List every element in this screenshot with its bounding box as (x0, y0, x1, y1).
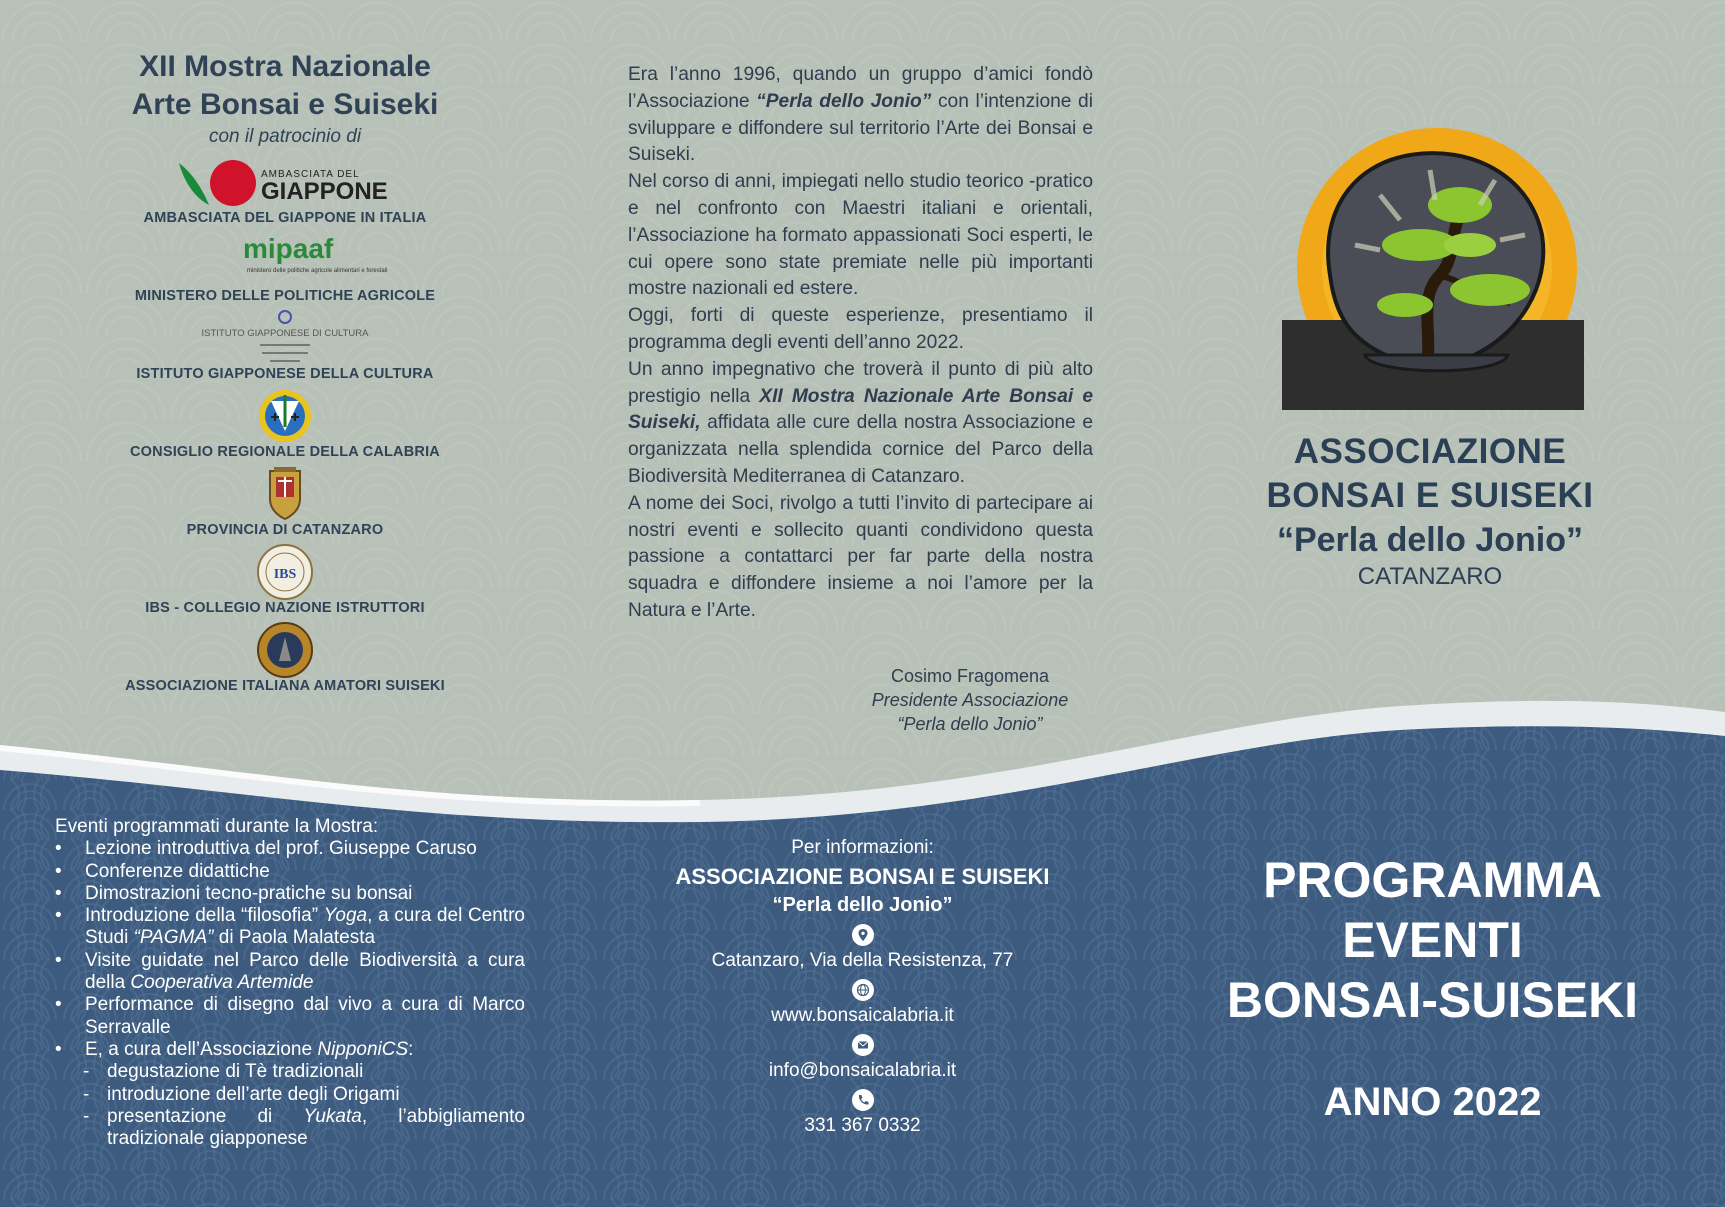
phone-number[interactable]: 331 367 0332 (804, 1115, 921, 1136)
contact-label: Per informazioni: (791, 837, 934, 858)
letter-paragraph: Un anno impegnativo che troverà il punto di più alto prestigio nella XII Mostra Nazionale Arte Bonsai e Suiseki, affidata alle cure della nostra Associazione e organizzata nella splendida cornice del Parco della Biodiversità Mediterranea di Catanzaro. (628, 358, 1093, 487)
ibs-seal-icon (60, 544, 510, 600)
email-link[interactable]: info@bonsaicalabria.it (768, 1060, 957, 1081)
list-item: • E, a cura dell’Associazione NipponiCS: (55, 1039, 525, 1061)
embassy-logo (60, 154, 510, 210)
president-letter (628, 62, 1093, 625)
sponsor-ministry (60, 232, 510, 304)
patronage-label: con il patrocinio di (208, 126, 362, 147)
email-icon (852, 1034, 874, 1056)
letter-paragraph: A nome dei Soci, rivolgo a tutti l’invito di partecipare ai nostri eventi e sollecito quanti condividono questa passione a contattarci per far parte della nostra squadra e diffondere insieme a noi l’amore per la Natura e l’Arte. (628, 492, 1093, 621)
program-title-block (1205, 850, 1660, 1125)
program-line1: PROGRAMMA (1263, 852, 1602, 908)
sponsor-name: PROVINCIA DI CATANZARO (186, 522, 384, 538)
contact-org-line1: ASSOCIAZIONE BONSAI E SUISEKI (675, 864, 1050, 889)
ibs-seal-text: IBS (273, 567, 297, 582)
sponsor-name: ISTITUTO GIAPPONESE DELLA CULTURA (136, 366, 434, 382)
website-link[interactable]: www.bonsaicalabria.it (771, 1005, 954, 1026)
location-pin-icon (852, 924, 874, 946)
mipaaf-logo (60, 232, 510, 288)
association-city: CATANZARO (1357, 563, 1503, 590)
sub-list-item: - introduzione dell’arte degli Origami (55, 1084, 525, 1106)
institute-logo (60, 310, 510, 366)
list-item: • Dimostrazioni tecno-pratiche su bonsai (55, 883, 525, 905)
contact-phone (620, 1089, 1105, 1138)
events-list-block (55, 816, 525, 1150)
bonsai-logo (1280, 125, 1585, 410)
list-item: • Lezione introduttiva del prof. Giuseppe Caruso (55, 838, 525, 860)
exhibit-title-line2: Arte Bonsai e Suiseki (131, 88, 439, 121)
association-line2: BONSAI E SUISEKI (1266, 476, 1594, 515)
association-line1: ASSOCIAZIONE (1293, 432, 1567, 471)
sub-list-item: - presentazione di Yukata, l’abbigliamento tradizionale giapponese (55, 1106, 525, 1151)
list-item: • Introduzione della “filosofia” Yoga, a cura del Centro Studi “PAGMA” di Paola Malatesta (55, 905, 525, 950)
list-item: • Performance di disegno dal vivo a cura di Marco Serravalle (55, 994, 525, 1039)
embassy-logo-small-text: AMBASCIATA DEL (261, 169, 360, 180)
embassy-logo-big-text: GIAPPONE (261, 178, 388, 205)
phone-icon (852, 1089, 874, 1111)
sponsor-calabria (60, 388, 510, 460)
sponsor-name: AMBASCIATA DEL GIAPPONE IN ITALIA (143, 210, 427, 226)
sponsor-name: IBS - COLLEGIO NAZIONE ISTRUTTORI (145, 600, 425, 616)
sponsor-institute (60, 310, 510, 382)
letter-paragraph: Era l’anno 1996, quando un gruppo d’amici fondò l’Associazione “Perla dello Jonio” con l’intenzione di sviluppare e diffondere sul territorio l’Arte dei Bonsai e Suiseki. (628, 64, 1093, 166)
signature-role: Presidente Associazione (871, 690, 1069, 710)
signature-assoc: “Perla dello Jonio” (897, 714, 1043, 734)
exhibit-title-line1: XII Mostra Nazionale (139, 50, 431, 83)
exhibit-title (60, 48, 510, 124)
sub-list-item: - degustazione di Tè tradizionali (55, 1061, 525, 1083)
sponsor-embassy (60, 154, 510, 226)
contact-org-line2: “Perla dello Jonio” (772, 894, 953, 916)
aias-seal-icon (60, 622, 510, 678)
events-list (55, 838, 525, 1150)
list-item: • Conferenze didattiche (55, 861, 525, 883)
patronage-column (60, 48, 510, 694)
sponsor-ibs (60, 544, 510, 616)
sponsor-name: MINISTERO DELLE POLITICHE AGRICOLE (134, 288, 436, 304)
association-block (1230, 430, 1630, 592)
contact-website (620, 979, 1105, 1028)
program-line3: BONSAI-SUISEKI (1226, 972, 1639, 1028)
sponsor-name: ASSOCIAZIONE ITALIANA AMATORI SUISEKI (125, 678, 445, 694)
sponsor-name: CONSIGLIO REGIONALE DELLA CALABRIA (130, 444, 440, 460)
catanzaro-crest-icon (60, 466, 510, 522)
events-heading: Eventi programmati durante la Mostra: (55, 816, 379, 837)
institute-logo-text: ISTITUTO GIAPPONESE DI CULTURA (201, 328, 369, 339)
sponsor-aias (60, 622, 510, 694)
mipaaf-logo-sub: ministero delle politiche agricole alimentari e forestali (247, 268, 388, 274)
address-text: Catanzaro, Via della Resistenza, 77 (711, 950, 1014, 971)
association-line3: “Perla dello Jonio” (1276, 521, 1584, 559)
list-item: • Visite guidate nel Parco delle Biodiversità a cura della Cooperativa Artemide (55, 950, 525, 995)
globe-icon (852, 979, 874, 1001)
program-year: ANNO 2022 (1323, 1080, 1542, 1124)
mipaaf-logo-text: mipaaf (243, 233, 334, 264)
contact-address (620, 924, 1105, 973)
program-line2: EVENTI (1342, 912, 1523, 968)
letter-paragraph: Nel corso di anni, impiegati nello studio teorico -pratico e nel confronto con Maestri italiani e orientali, l’Associazione ha formato appassionati Soci esperti, le cui opere sono state premiate nelle più importanti mostre nazionali ed estere. (628, 171, 1093, 300)
sponsor-province (60, 466, 510, 538)
contact-block (620, 836, 1105, 1138)
calabria-crest-icon (60, 388, 510, 444)
contact-email (620, 1034, 1105, 1083)
signature (830, 664, 1110, 736)
letter-paragraph: Oggi, forti di queste esperienze, presentiamo il programma degli eventi dell’anno 2022. (628, 305, 1093, 353)
signature-name: Cosimo Fragomena (890, 666, 1050, 686)
